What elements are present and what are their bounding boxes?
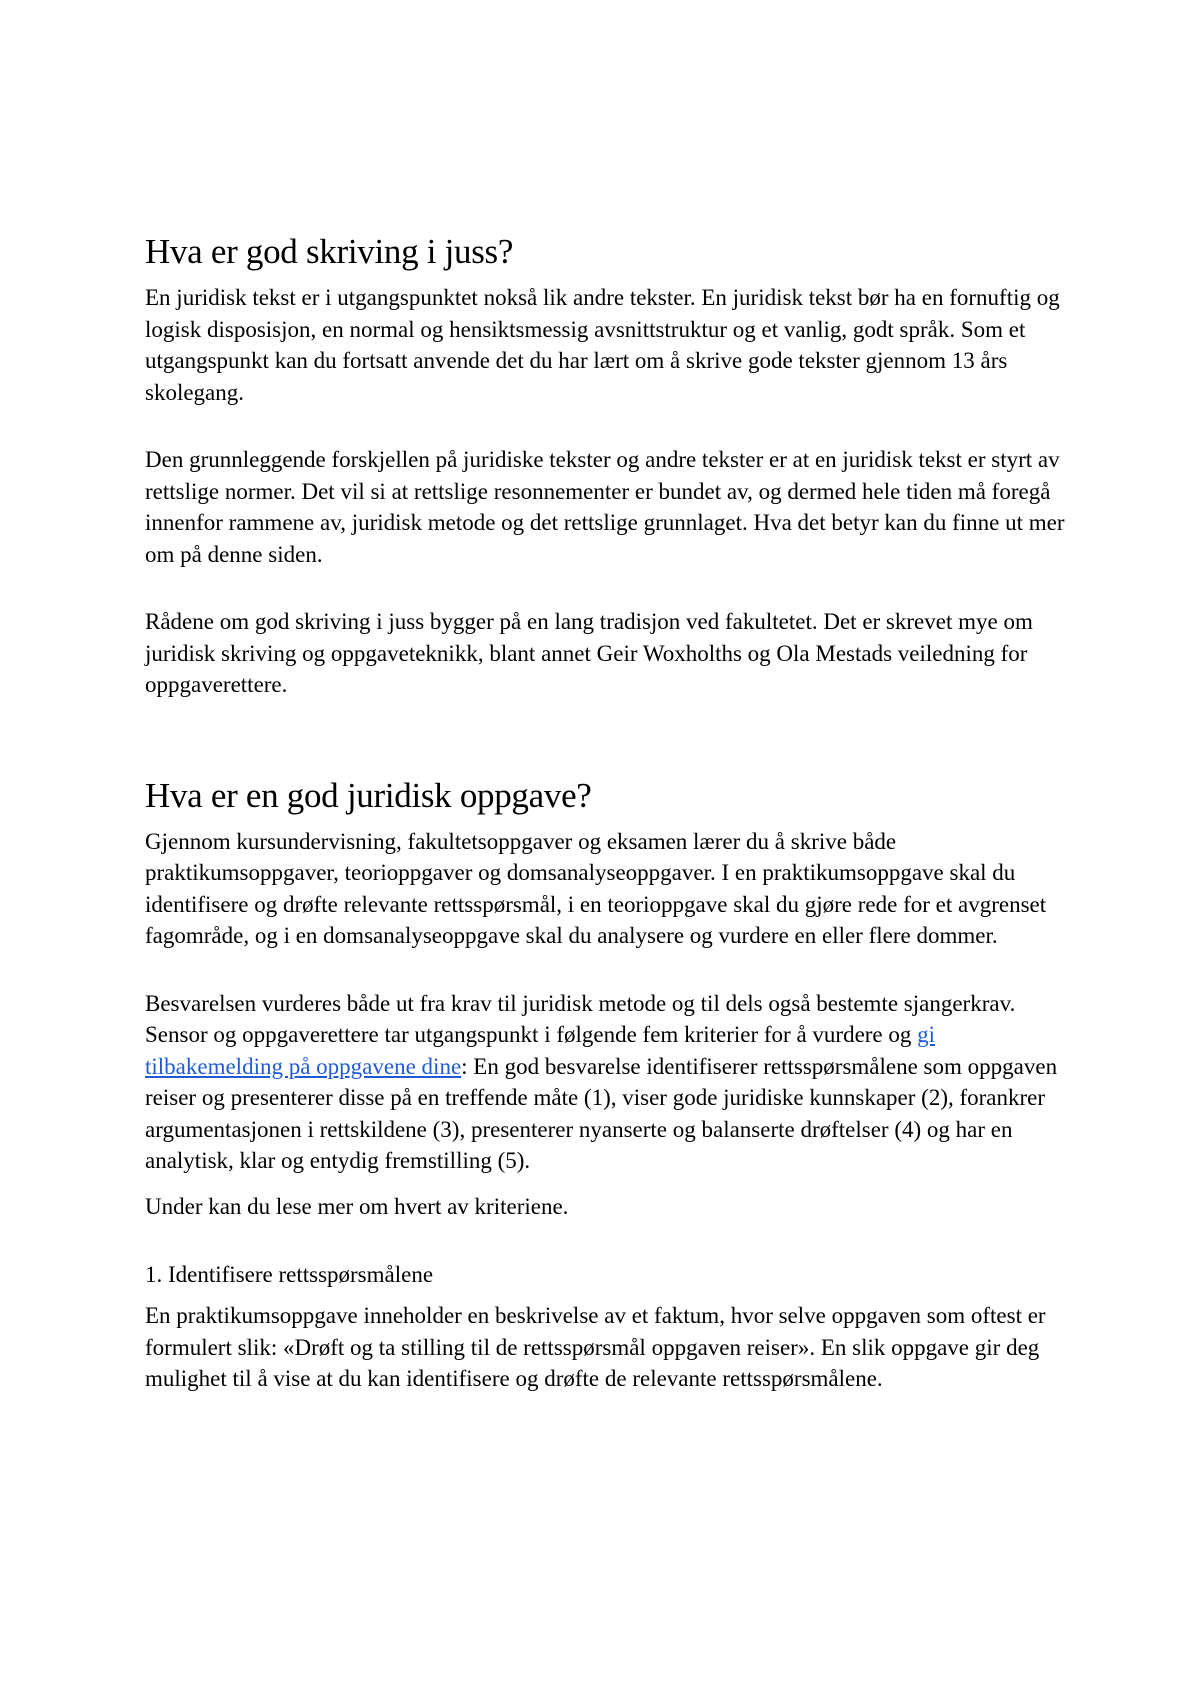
document-page — [145, 232, 1075, 1395]
paragraph-praktikum: En praktikumsoppgave inneholder en beskrivelse av et faktum, hvor selve oppgaven som oftest er formulert slik: «Drøft og ta stilling til de rettsspørsmål oppgaven reiser». En slik oppgave gir deg mulighet til å vise at du kan identifisere og drøfte de relevante rettsspørsmålene. — [145, 1303, 1046, 1391]
section-heading-god-oppgave: Hva er en god juridisk oppgave? — [145, 775, 592, 815]
kriterier-text-after: : En god besvarelse identifiserer rettsspørsmålene som oppgaven reiser og presenterer disse på en treffende måte (1), viser gode juridiske kunnskaper (2), forankrer argumentasjonen i rettskildene (3), presenterer nyanserte og balanserte drøftelser (4) og har en analytisk, klar og entydig fremstilling (5). — [145, 1053, 1058, 1173]
paragraph-tradisjon: Rådene om god skriving i juss bygger på en lang tradisjon ved fakultetet. Det er skrevet mye om juridisk skriving og oppgaveteknikk, blant annet Geir Woxholths og Ola Mestads veiledning for oppgaverettere. — [145, 609, 1033, 697]
kriterier-text-before: Besvarelsen vurderes både ut fra krav til juridisk metode og til dels også bestemte sjangerkrav. Sensor og oppgaverettere tar utgangspunkt i følgende fem kriterier for å vurdere og — [145, 990, 1016, 1047]
paragraph-intro: En juridisk tekst er i utgangspunktet nokså lik andre tekster. En juridisk tekst bør ha en fornuftig og logisk disposisjon, en normal og hensiktsmessig avsnittstruktur og et vanlig, godt språk. Som et utgangspunkt kan du fortsatt anvende det du har lært om å skrive gode tekster gjennom 13 års skolegang. — [145, 285, 1060, 405]
feedback-link[interactable]: gi tilbakemelding på oppgavene dine — [145, 1022, 936, 1079]
paragraph-oppgavetyper: Gjennom kursundervisning, fakultetsoppgaver og eksamen lærer du å skrive både praktikumsoppgaver, teorioppgaver og domsanalyseoppgaver. I en praktikumsoppgave skal du identifisere og drøfte relevante rettsspørsmål, i en teorioppgave skal du gjøre rede for et avgrenset fagområde, og i en domsanalyseoppgave skal du analysere og vurdere en eller flere dommer. — [145, 828, 1047, 948]
paragraph-under: Under kan du lese mer om hvert av kriteriene. — [145, 1193, 569, 1219]
section-heading-god-skriving: Hva er god skriving i juss? — [145, 232, 514, 271]
paragraph-forskjell: Den grunnleggende forskjellen på juridiske tekster og andre tekster er at en juridisk tekst er styrt av rettslige normer. Det vil si at rettslige resonnementer er bundet av, og dermed hele tiden må foregå innenfor rammene av, juridisk metode og det rettslige grunnlaget. Hva det betyr kan du finne ut mer om på denne siden. — [145, 447, 1065, 567]
paragraph-kriterier — [145, 988, 1075, 1177]
subsection-heading-identifisere: 1. Identifisere rettsspørsmålene — [145, 1262, 434, 1287]
